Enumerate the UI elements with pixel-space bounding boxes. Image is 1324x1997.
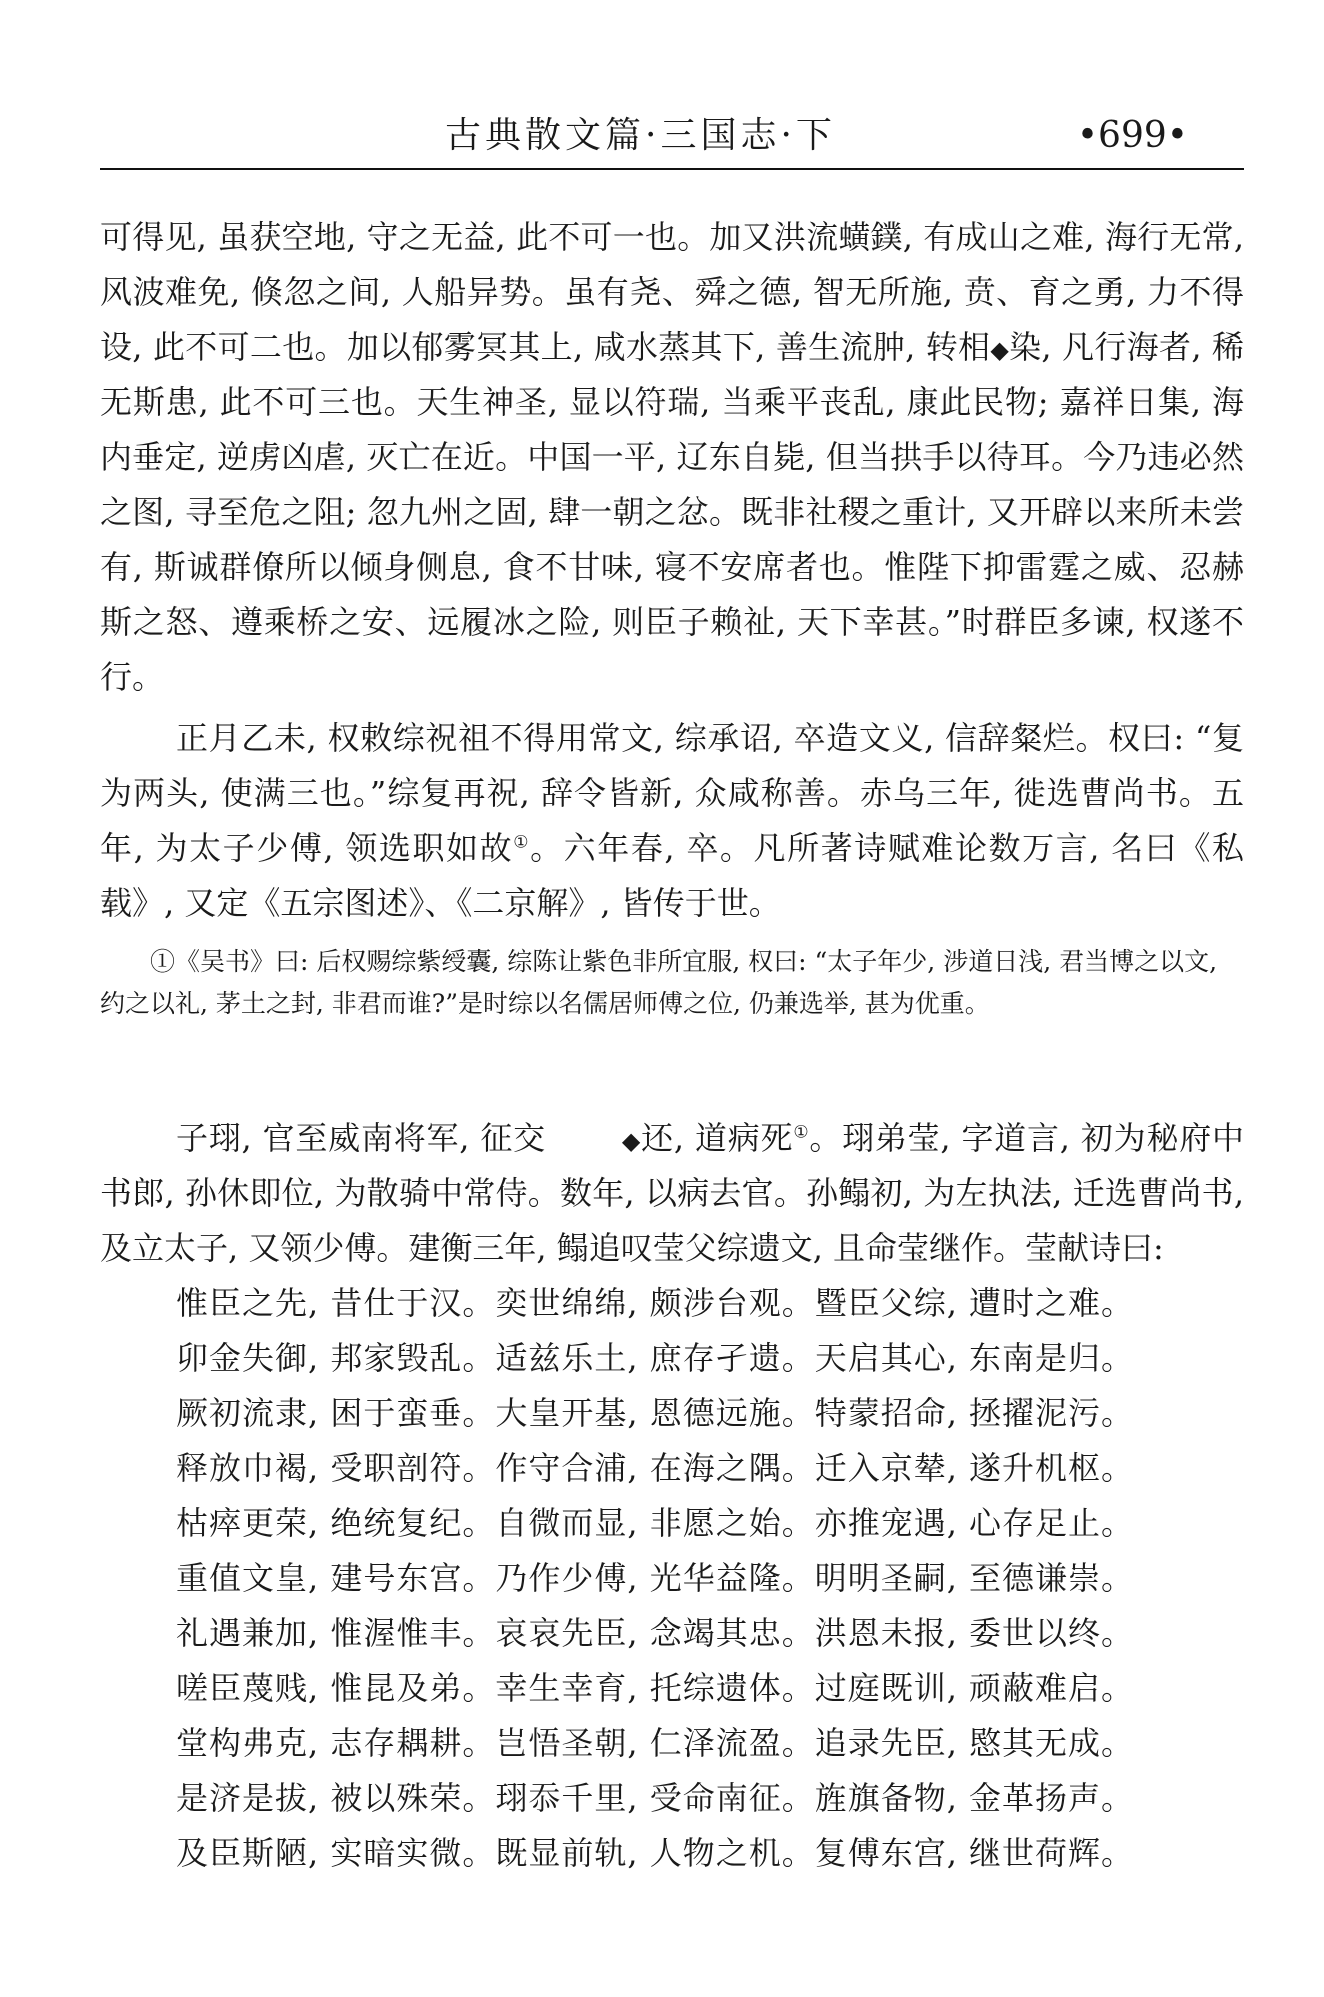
main-text [100, 210, 1244, 931]
poem [176, 1276, 1244, 1881]
text-run: 。珝弟莹, 字道言, 初为秘府中书郎, 孙休即位, 为散骑中常侍。数年, 以病去官。孙鳎初, 为左执法, 迁选曹尚书, 及立太子, 又领少傅。建衡三年, 鳎追叹莹父综遗文, 且命莹继作。莹献诗曰: [100, 1119, 1244, 1267]
paragraph [100, 1111, 1244, 1276]
poem-line: 惟臣之先, 昔仕于汉。奕世绵绵, 颇涉台观。暨臣父综, 遭时之难。 [176, 1284, 1135, 1322]
text-run: 正月乙未, 权敕综祝祖不得用常文, 综承诏, 卒造文义, 信辞粲烂。权曰: “复为两头, 使满三也。”综复再祝, 辞令皆新, 众咸称善。赤乌三年, 徙选曹尚书。五年, 为太子少傅, 领选职如故 [100, 719, 1244, 867]
paragraph [100, 210, 1244, 705]
footnote: ①《吴书》曰: 后权赐综紫绶囊, 综陈让紫色非所宜服, 权曰: “太子年少, 涉道日浅, 君当博之以文, 约之以礼, 茅土之封, 非君而谁?”是时综以名儒居师傅之位, 仍兼选举, 甚为优重。 [100, 947, 1218, 1018]
paragraph [100, 711, 1244, 931]
poem-line: 卯金失御, 邦家毁乱。适兹乐土, 庶存孑遗。天启其心, 东南是归。 [176, 1339, 1135, 1377]
poem-line: 厥初流隶, 困于蛮垂。大皇开基, 恩德远施。特蒙招命, 拯擢泥污。 [176, 1394, 1135, 1432]
page-body [100, 210, 1244, 1881]
running-title: 古典散文篇·三国志·下 [445, 115, 836, 156]
footnote-marker: ① [793, 1122, 810, 1143]
section-gap [100, 1025, 1244, 1111]
poem-line: 枯瘁更荣, 绝统复纪。自微而显, 非愿之始。亦推宠遇, 心存足止。 [176, 1504, 1135, 1542]
text-run: 子珝, 官至威南将军, 征交 [176, 1119, 546, 1157]
text-run: 可得见, 虽获空地, 守之无益, 此不可一也。加又洪流蟥鏷, 有成山之难, 海行无常, 风波难免, 倏忽之间, 人船异势。虽有尧、舜之德, 智无所施, 贲、育之勇, 力不得设, 此不可二也。加以郁雾冥其上, 咸水蒸其下, 善生流肿, 转相 [100, 218, 1244, 366]
page-number: •699• [1076, 115, 1188, 156]
footnote-marker: ① [513, 832, 531, 853]
poem-line: 及臣斯陋, 实暗实微。既显前轨, 人物之机。复傅东宫, 继世荷辉。 [176, 1834, 1135, 1872]
poem-line: 礼遇兼加, 惟渥惟丰。哀哀先臣, 念竭其忠。洪恩未报, 委世以终。 [176, 1614, 1135, 1652]
poem-line: 释放巾褐, 受职剖符。作守合浦, 在海之隅。迁入京辇, 遂升机枢。 [176, 1449, 1135, 1487]
text-run: 染, 凡行海者, 稀无斯患, 此不可三也。天生神圣, 显以符瑞, 当乘平丧乱, 康此民物; 嘉祥日集, 海内垂定, 逆虏凶虐, 灭亡在近。中国一平, 辽东自毙, 但当拱手以待耳。今乃违必然之图, 寻至危之阻; 忽九州之固, 肆一朝之忿。既非社稷之重计, 又开辟以来所未尝有, 斯诚群僚所以倾身侧息, 食不甘味, 寝不安席者也。惟陛下抑雷霆之威、忍赫斯之怒、遵乘桥之安、远履冰之险, 则臣子赖祉, 天下幸甚。”时群臣多谏, 权遂不行。 [100, 328, 1244, 696]
poem-line: 嗟臣蔑贱, 惟昆及弟。幸生幸育, 托综遗体。过庭既训, 顽蔽难启。 [176, 1669, 1135, 1707]
missing-glyph-icon: ◆ [621, 1126, 641, 1155]
poem-line: 堂构弗克, 志存耦耕。岂悟圣朝, 仁泽流盈。追录先臣, 愍其无成。 [176, 1724, 1135, 1762]
poem-line: 是济是拔, 被以殊荣。珝忝千里, 受命南征。旌旗备物, 金革扬声。 [176, 1779, 1135, 1817]
text-run: 。六年春, 卒。凡所著诗赋难论数万言, 名曰《私载》, 又定《五宗图述》、《二京解》, 皆传于世。 [100, 829, 1244, 922]
poem-line: 重值文皇, 建号东宫。乃作少傅, 光华益隆。明明圣嗣, 至德谦崇。 [176, 1559, 1135, 1597]
running-header [100, 108, 1244, 170]
text-run: 还, 道病死 [640, 1119, 794, 1157]
missing-glyph-icon: ◆ [990, 335, 1009, 364]
